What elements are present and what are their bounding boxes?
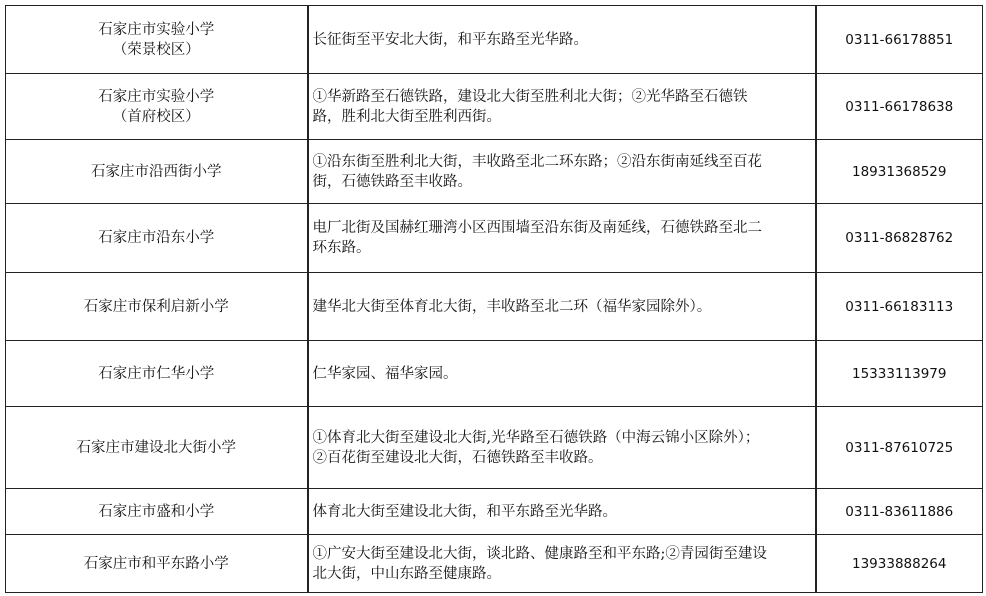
- district-area-cell: [308, 407, 816, 489]
- district-area-cell: [308, 535, 816, 593]
- table-row: [6, 341, 983, 407]
- phone-number: 0311-66178851: [845, 31, 954, 48]
- phone-number: 0311-83611886: [845, 503, 954, 520]
- district-area-line: 体育北大街至建设北大街，和平东路至光华路。: [312, 503, 617, 520]
- district-area-cell: [308, 489, 816, 535]
- district-area-cell: [308, 6, 816, 74]
- school-name-cell: [6, 407, 308, 489]
- phone-number: 13933888264: [852, 555, 947, 572]
- phone-cell: [816, 489, 983, 535]
- school-name-line: 石家庄市实验小学: [98, 21, 215, 38]
- phone-number: 18931368529: [852, 163, 947, 180]
- school-name-cell: [6, 6, 308, 74]
- district-area-line: 仁华家园、福华家园。: [312, 365, 458, 382]
- table-row: [6, 535, 983, 593]
- school-name-line: （荣景校区）: [112, 41, 200, 58]
- district-area-line: 路，胜利北大街至胜利西街。: [312, 108, 501, 125]
- table-row: [6, 74, 983, 140]
- phone-cell: [816, 273, 983, 341]
- school-name-line: 石家庄市仁华小学: [98, 365, 215, 382]
- district-area-cell: [308, 273, 816, 341]
- school-name-cell: [6, 74, 308, 140]
- school-name-line: 石家庄市和平东路小学: [83, 555, 229, 572]
- district-area-line: ①沿东街至胜利北大街，丰收路至北二环东路；②沿东街南延线至百花: [312, 153, 762, 170]
- phone-cell: [816, 74, 983, 140]
- school-name-cell: [6, 140, 308, 204]
- school-name-cell: [6, 204, 308, 273]
- phone-cell: [816, 6, 983, 74]
- school-name-line: 石家庄市实验小学: [98, 88, 215, 105]
- phone-number: 15333113979: [852, 365, 947, 382]
- district-area-line: 长征街至平安北大街，和平东路至光华路。: [312, 31, 588, 48]
- table-row: [6, 407, 983, 489]
- table-row: [6, 273, 983, 341]
- district-area-line: 北大街，中山东路至健康路。: [312, 565, 501, 582]
- table-row: [6, 489, 983, 535]
- phone-number: 0311-66178638: [845, 98, 954, 115]
- district-area-cell: [308, 204, 816, 273]
- table-row: [6, 140, 983, 204]
- district-area-cell: [308, 74, 816, 140]
- phone-number: 0311-87610725: [845, 439, 954, 456]
- phone-number: 0311-66183113: [845, 298, 954, 315]
- school-name-cell: [6, 535, 308, 593]
- table-row: [6, 204, 983, 273]
- school-district-table: [5, 5, 983, 593]
- district-area-line: 街，石德铁路至丰收路。: [312, 173, 472, 190]
- school-name-line: 石家庄市沿西街小学: [91, 163, 222, 180]
- district-area-line: ①广安大街至建设北大街，谈北路、健康路至和平东路;②青园街至建设: [312, 545, 767, 562]
- phone-cell: [816, 341, 983, 407]
- school-name-cell: [6, 273, 308, 341]
- school-name-line: 石家庄市建设北大街小学: [76, 439, 236, 456]
- phone-number: 0311-86828762: [845, 230, 954, 246]
- district-area-line: ①体育北大街至建设北大街,光华路至石德铁路（中海云锦小区除外）；: [312, 429, 760, 446]
- phone-cell: [816, 140, 983, 204]
- district-area-line: ②百花街至建设北大街，石德铁路至丰收路。: [312, 449, 603, 466]
- district-area-line: 电厂北街及国赫红珊湾小区西围墙至沿东街及南延线，石德铁路至北二: [312, 220, 762, 236]
- phone-cell: [816, 204, 983, 273]
- school-name-line: 石家庄市保利启新小学: [83, 298, 229, 315]
- school-name-cell: [6, 489, 308, 535]
- school-name-line: （首府校区）: [112, 108, 200, 125]
- district-area-line: ①华新路至石德铁路，建设北大街至胜利北大街；②光华路至石德铁: [312, 88, 748, 105]
- district-area-line: 建华北大街至体育北大街，丰收路至北二环（福华家园除外）。: [312, 298, 712, 315]
- phone-cell: [816, 535, 983, 593]
- district-area-cell: [308, 140, 816, 204]
- school-name-line: 石家庄市沿东小学: [98, 230, 215, 246]
- district-area-line: 环东路。: [312, 240, 371, 256]
- district-area-cell: [308, 341, 816, 407]
- school-name-line: 石家庄市盛和小学: [98, 503, 215, 520]
- table-row: [6, 6, 983, 74]
- school-name-cell: [6, 341, 308, 407]
- table-body: [6, 6, 983, 593]
- phone-cell: [816, 407, 983, 489]
